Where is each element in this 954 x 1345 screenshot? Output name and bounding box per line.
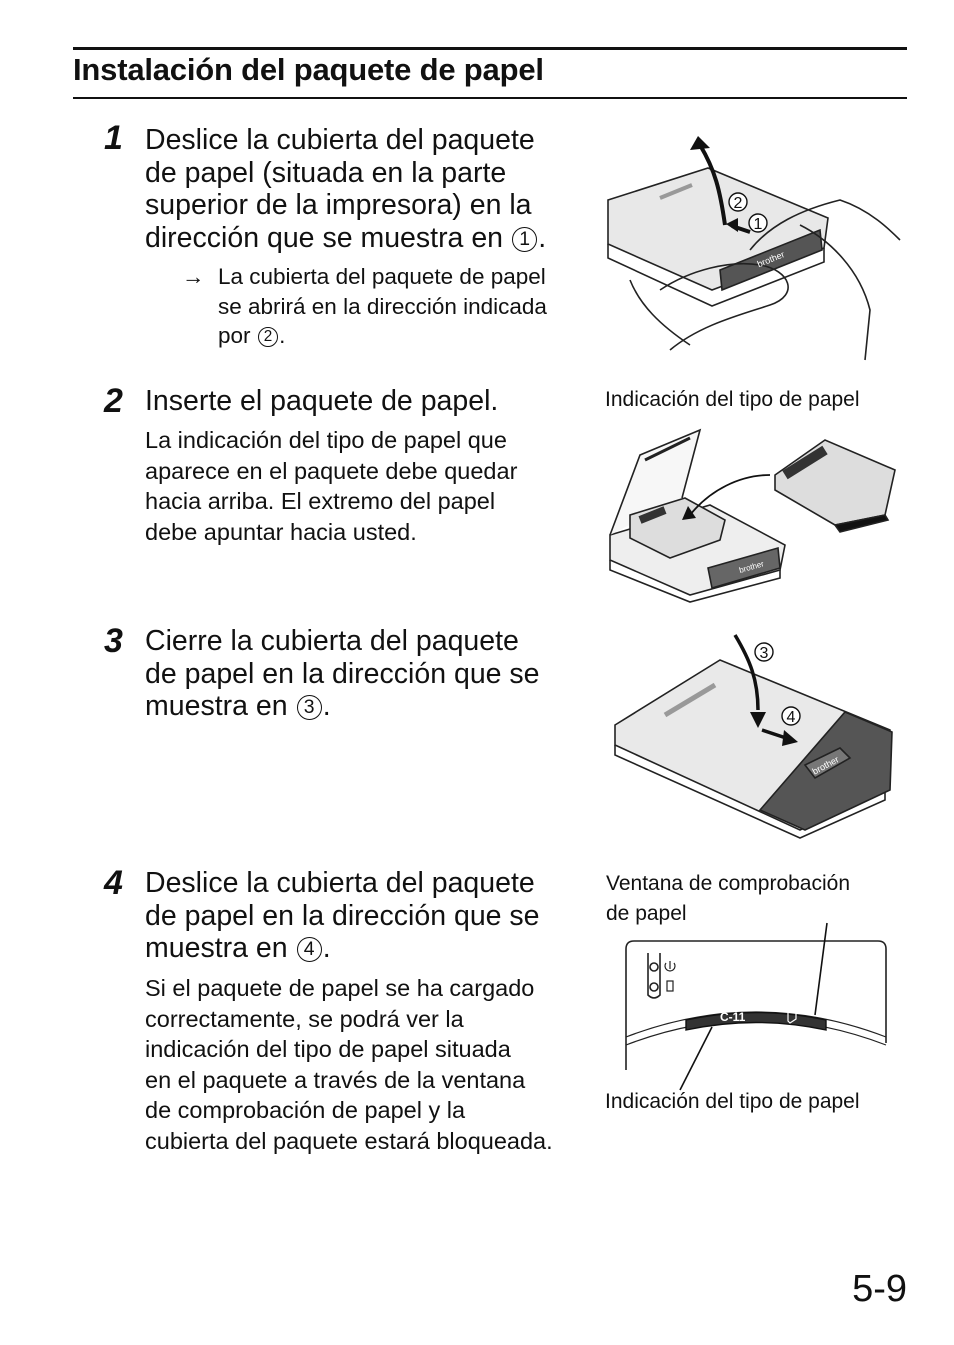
step-4-heading bbox=[145, 867, 605, 965]
step-1-line-4: dirección que se muestra en 1 . bbox=[145, 221, 547, 254]
fig1-callout-2: 2 bbox=[733, 195, 743, 212]
step-2-body bbox=[145, 425, 595, 547]
figure-4-check-window bbox=[620, 925, 890, 1095]
fig2-brand-logo: brother bbox=[738, 559, 765, 575]
step-4-body-line-3: indicación del tipo de papel situada bbox=[145, 1036, 511, 1062]
title-underline bbox=[73, 97, 907, 99]
step-4-body-line-1: Si el paquete de papel se ha cargado bbox=[145, 975, 535, 1001]
figure-2-insert-pack bbox=[600, 420, 900, 605]
step-2-body-line-1: La indicación del tipo de papel que bbox=[145, 427, 507, 453]
step-2-number: 2 bbox=[104, 382, 123, 420]
page-title: Instalación del paquete de papel bbox=[73, 52, 544, 87]
fig3-callout-4: 4 bbox=[786, 709, 796, 726]
fig2-caption: Indicación del tipo de papel bbox=[605, 388, 860, 411]
step-4-number: 4 bbox=[104, 864, 123, 902]
step-2-body-line-4: debe apuntar hacia usted. bbox=[145, 518, 417, 545]
step-4-body bbox=[145, 973, 625, 1156]
step-1-line-2: de papel (situada en la parte bbox=[145, 156, 507, 189]
fig4-caption-bottom: Indicación del tipo de papel bbox=[605, 1090, 860, 1113]
page-number: 5-9 bbox=[852, 1268, 907, 1310]
step-1-line-1: Deslice la cubierta del paquete bbox=[145, 124, 535, 156]
step-3-line-3: muestra en 3 . bbox=[145, 690, 331, 722]
marker-4: 4 bbox=[297, 937, 322, 962]
figure-1-open-cover bbox=[600, 130, 910, 365]
step-1-number: 1 bbox=[104, 119, 123, 157]
fig4-caption-top bbox=[606, 869, 850, 929]
top-rule bbox=[73, 47, 907, 50]
fig3-callout-3: 3 bbox=[759, 645, 769, 662]
step-4-body-line-5: de comprobación de papel y la bbox=[145, 1097, 466, 1123]
marker-1: 1 bbox=[512, 227, 537, 252]
step-4-body-line-6: cubierta del paquete estará bloqueada. bbox=[145, 1127, 553, 1154]
result-arrow-icon: → bbox=[182, 264, 205, 289]
step-4-line-2: de papel en la dirección que se bbox=[145, 899, 540, 932]
marker-2: 2 bbox=[258, 327, 278, 347]
step-1-line-3: superior de la impresora) en la bbox=[145, 189, 532, 221]
fig4-caption-top-line-1: Ventana de comprobación bbox=[606, 872, 851, 895]
step-3-number: 3 bbox=[104, 622, 123, 660]
step-2-body-line-2: aparece en el paquete debe quedar bbox=[145, 457, 518, 484]
step-1-result-line-3: por 2 . bbox=[218, 323, 286, 348]
step-3-line-2: de papel en la dirección que se bbox=[145, 657, 540, 690]
step-3-line-1: Cierre la cubierta del paquete bbox=[145, 625, 519, 657]
step-1-heading bbox=[145, 124, 605, 254]
fig1-callout-1: 1 bbox=[753, 216, 763, 233]
fig1-brand-logo: brother bbox=[755, 249, 786, 270]
step-4-line-3: muestra en 4 . bbox=[145, 932, 331, 964]
step-3-heading bbox=[145, 625, 605, 723]
fig4-window-label: C-11 bbox=[720, 1010, 746, 1024]
step-4-line-1: Deslice la cubierta del paquete bbox=[145, 867, 535, 899]
fig3-brand-logo: brother bbox=[810, 754, 841, 777]
step-2-heading: Inserte el paquete de papel. bbox=[145, 385, 499, 417]
figure-3-close-cover bbox=[610, 630, 900, 840]
marker-3: 3 bbox=[297, 695, 322, 720]
step-4-body-line-4: en el paquete a través de la ventana bbox=[145, 1066, 526, 1093]
step-2-body-line-3: hacia arriba. El extremo del papel bbox=[145, 488, 496, 514]
step-1-result-line-1: La cubierta del paquete de papel bbox=[218, 264, 546, 289]
step-1-result-line-2: se abrirá en la dirección indicada bbox=[218, 293, 547, 319]
fig4-caption-top-line-2: de papel bbox=[606, 902, 687, 925]
step-4-body-line-2: correctamente, se podrá ver la bbox=[145, 1005, 464, 1032]
